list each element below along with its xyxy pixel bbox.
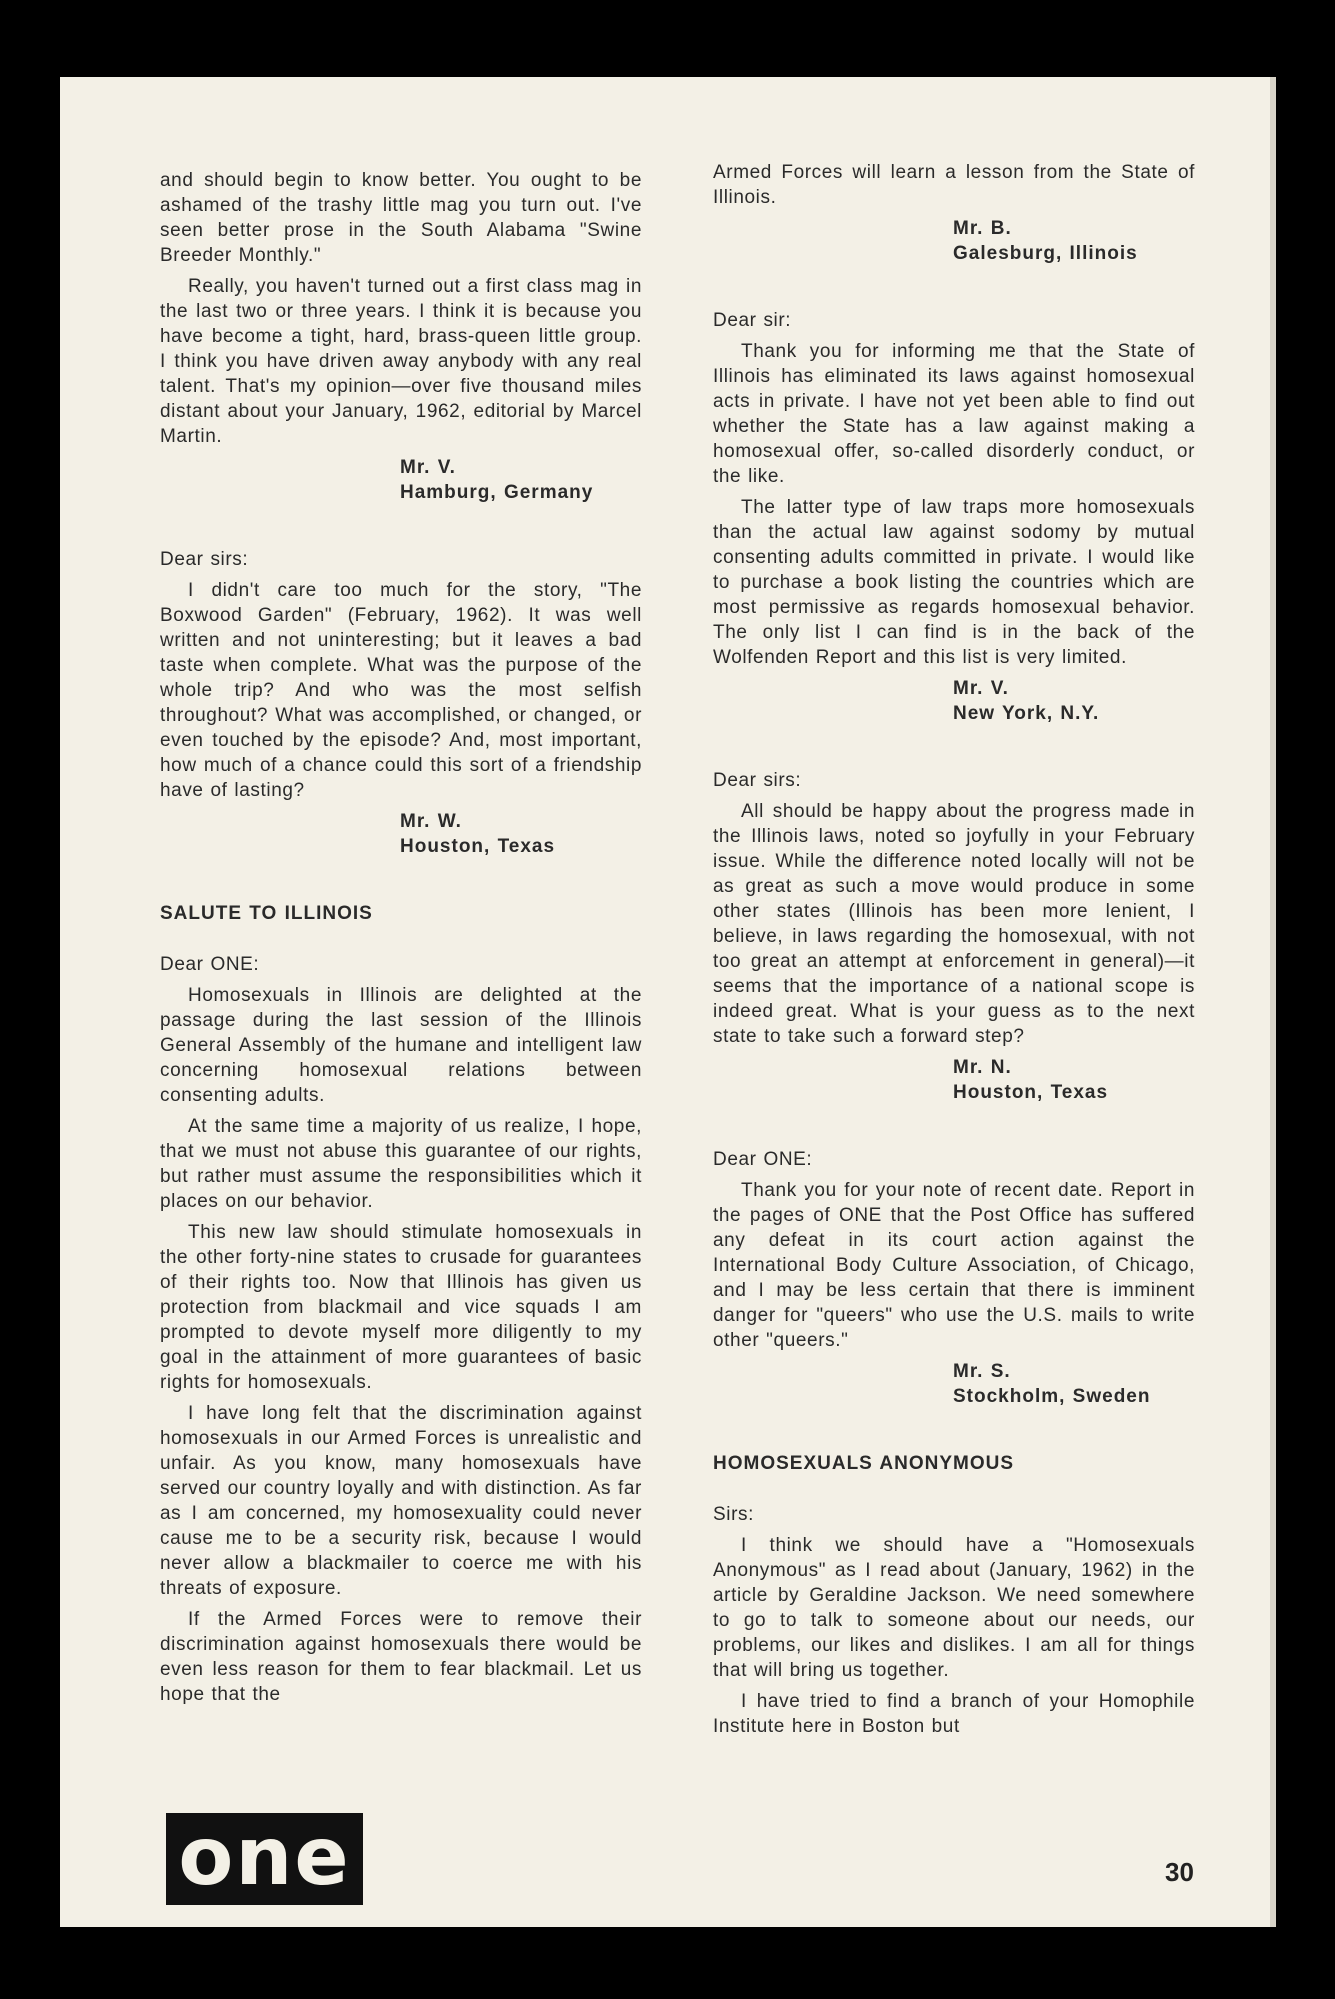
section-heading: SALUTE TO ILLINOIS	[160, 903, 373, 924]
signature-location: Hamburg, Germany	[400, 482, 594, 503]
right-column	[713, 160, 1195, 1745]
letter-paragraph: Homosexuals in Illinois are delighted at the passage during the last session of the Illinois General Assembly of the humane and intelligent law concerning homosexual relations between consenting adults.	[160, 985, 642, 1106]
salutation: Dear sirs:	[160, 549, 249, 570]
letter-paragraph: The latter type of law traps more homosexuals than the actual law against sodomy by mutual consenting adults committed in private. I would like to purchase a book listing the countries which are most permissive as regards homosexual behavior. The only list I can find is in the back of the Wolfenden Report and this list is very limited.	[713, 497, 1195, 668]
signature-name: Mr. S.	[953, 1361, 1011, 1382]
signature-name: Mr. V.	[953, 678, 1009, 699]
salutation: Dear sirs:	[713, 770, 802, 791]
letter-paragraph: Really, you haven't turned out a first class mag in the last two or three years. I think it is because you have become a tight, hard, brass-queen little group. I think you have driven away anybody with any real talent. That's my opinion—over five thousand miles distant about your January, 1962, editorial by Marcel Martin.	[160, 276, 642, 447]
letter-paragraph: All should be happy about the progress made in the Illinois laws, noted so joyfully in your February issue. While the difference noted locally will not be as great as such a move would produce in some other states (Illinois has been more lenient, I believe, in laws regarding the homosexual, with not too great an attempt at enforcement in general)—it seems that the importance of a national scope is indeed great. What is your guess as to the next state to take such a forward step?	[713, 801, 1195, 1047]
signature-name: Mr. W.	[400, 811, 462, 832]
signature-name: Mr. B.	[953, 218, 1012, 239]
signature-name: Mr. V.	[400, 457, 456, 478]
page-edge	[1270, 77, 1276, 1927]
letter-paragraph: At the same time a majority of us realize, I hope, that we must not abuse this guarantee of our rights, but rather must assume the responsibilities which it places on our behavior.	[160, 1116, 642, 1212]
salutation: Dear ONE:	[160, 954, 260, 975]
letter-paragraph: and should begin to know better. You ought to be ashamed of the trashy little mag you turn out. I've seen better prose in the South Alabama "Swine Breeder Monthly."	[160, 170, 642, 266]
salutation: Dear sir:	[713, 310, 792, 331]
one-magazine-logo: one	[166, 1813, 363, 1905]
signature-location: New York, N.Y.	[953, 703, 1100, 724]
salutation: Dear ONE:	[713, 1149, 813, 1170]
letter-paragraph: I didn't care too much for the story, "The Boxwood Garden" (February, 1962). It was well written and not uninteresting; but it leaves a bad taste when complete. What was the purpose of the whole trip? And who was the most selfish throughout? What was accomplished, or changed, or even touched by the episode? And, most important, how much of a chance could this sort of a friendship have of lasting?	[160, 580, 642, 801]
letter-paragraph: I have tried to find a branch of your Homophile Institute here in Boston but	[713, 1691, 1195, 1737]
letter-paragraph: I think we should have a "Homosexuals Anonymous" as I read about (January, 1962) in the article by Geraldine Jackson. We need somewhere to go to talk to someone about our needs, our problems, our likes and dislikes. I am all for things that will bring us together.	[713, 1535, 1195, 1681]
letter-paragraph: Thank you for informing me that the State of Illinois has eliminated its laws against homosexual acts in private. I have not yet been able to find out whether the State has a law against making a homosexual offer, so-called disorderly conduct, or the like.	[713, 341, 1195, 487]
signature-location: Houston, Texas	[953, 1082, 1109, 1103]
signature-location: Galesburg, Illinois	[953, 243, 1138, 264]
letter-paragraph: If the Armed Forces were to remove their discrimination against homosexuals there would be even less reason for them to fear blackmail. Let us hope that the	[160, 1609, 642, 1705]
page-number: 30	[1165, 1857, 1194, 1887]
letter-paragraph: Armed Forces will learn a lesson from the State of Illinois.	[713, 162, 1195, 208]
signature-location: Stockholm, Sweden	[953, 1386, 1151, 1407]
section-heading: HOMOSEXUALS ANONYMOUS	[713, 1453, 1015, 1474]
letter-paragraph: Thank you for your note of recent date. Report in the pages of ONE that the Post Office has suffered any defeat in its court action against the International Body Culture Association, of Chicago, and I may be less certain that there is imminent danger for "queers" who use the U.S. mails to write other "queers."	[713, 1180, 1195, 1351]
salutation: Sirs:	[713, 1504, 754, 1525]
signature-location: Houston, Texas	[400, 836, 556, 857]
signature-name: Mr. N.	[953, 1057, 1012, 1078]
letter-paragraph: I have long felt that the discrimination against homosexuals in our Armed Forces is unrealistic and unfair. As you know, many homosexuals have served our country loyally and with distinction. As far as I am concerned, my homosexuality could never cause me to be a security risk, because I would never allow a blackmailer to coerce me with his threats of exposure.	[160, 1403, 642, 1599]
left-column	[160, 168, 642, 1713]
letter-paragraph: This new law should stimulate homosexuals in the other forty-nine states to crusade for guarantees of their rights too. Now that Illinois has given us protection from blackmail and vice squads I am prompted to devote myself more diligently to my goal in the attainment of more guarantees of basic rights for homosexuals.	[160, 1222, 642, 1393]
